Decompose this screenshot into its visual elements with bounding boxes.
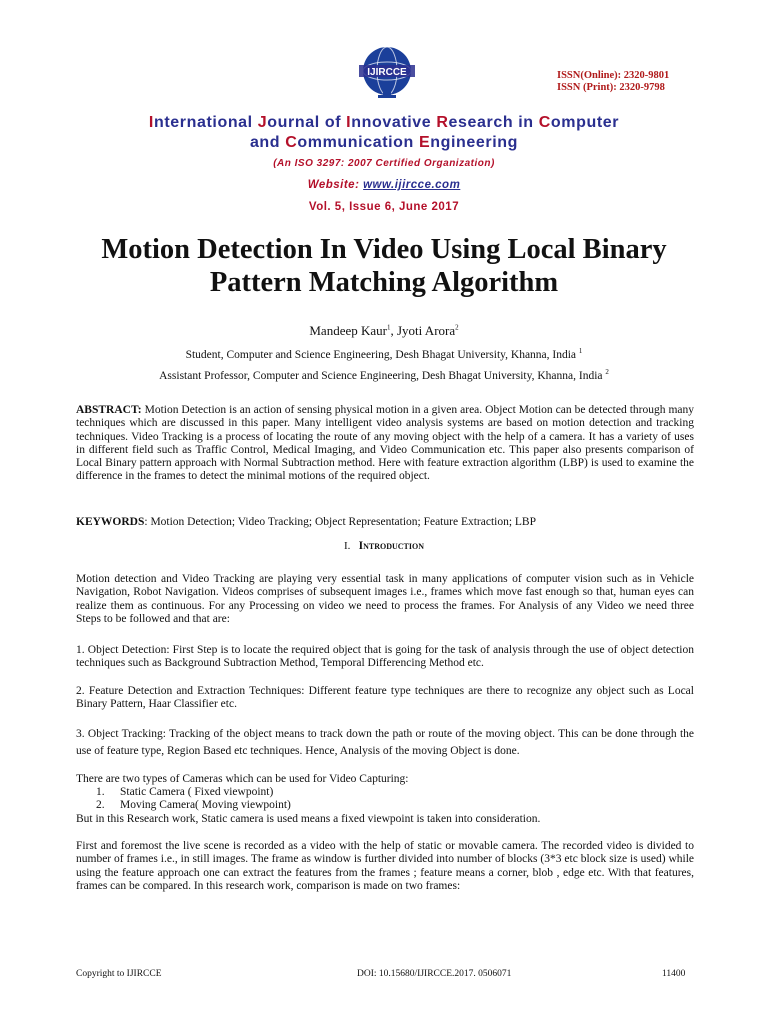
paragraph-object-tracking: 3. Object Tracking: Tracking of the object means to track down the path or route of the moving object. This can be done through the use of feature type, Region Based etc techniques. Hence, Analysis of the moving Object is done. [76,728,694,757]
issn-print: ISSN (Print): 2320-9798 [557,82,665,93]
paragraph-object-detection: 1. Object Detection: First Step is to locate the required object that is going for the task of analysis through the use of object detection techniques such as Background Subtraction Method, Temporal Differencing Method etc. [76,644,694,670]
website-link[interactable]: www.ijircce.com [363,179,461,191]
website-line [0,179,768,191]
section-heading-introduction: I. Introduction [343,540,425,552]
footer-page-number: 11400 [662,969,686,979]
volume-issue: Vol. 5, Issue 6, June 2017 [308,201,460,213]
camera-list [96,786,291,813]
logo-text: IJIRCCE [367,67,407,78]
keywords-label: KEYWORDS [76,516,145,528]
journal-name-line2: and Communication Engineering [249,134,519,151]
website-label: Website: [307,179,364,191]
authors: Mandeep Kaur$^1$, Jyoti Arora$^2$ [309,323,459,338]
footer-copyright: Copyright to IJIRCCE [76,969,162,979]
abstract-label: ABSTRACT: [76,404,142,416]
paragraph-intro: Motion detection and Video Tracking are playing very essential task in many applications of computer vision such as in Vehicle Navigation, Robot Navigation. Videos comprises of subsequent images i.e., frames which move fast enough so that, human eyes can realize them as continuous. For any Processing on video we need to process the frames. For Analysis of any Video we need three Steps to be followed and that are: [76,573,694,625]
paper-title: Motion Detection In Video Using Local Binary Pattern Matching Algorithm [101,234,667,298]
abstract: ABSTRACT: Motion Detection is an action of sensing physical motion in a given area. Object Motion can be detected through many techniques which are discussed in this paper. Many intelligent video analysis systems are based on motion detection and tracking techniques. Video Tracking is a process of locating the route of any moving object with the help of a camera. It has a variety of uses in different field such as Traffic Control, Medical Imaging, and Video Communication etc. This paper also presents comparison of Local Binary pattern approach with Normal Subtraction method. Here with feature extraction algorithm (LBP) is used to examine the difference in the frames to detect the minimal motions of the required object. [76,404,694,483]
journal-name-line1: International Journal of Innovative Research in Computer [148,114,620,131]
keywords: KEYWORDS: Motion Detection; Video Tracking; Object Representation; Feature Extraction; LBP [76,516,536,528]
issn-online: ISSN(Online): 2320-9801 [557,70,670,81]
iso-certification: (An ISO 3297: 2007 Certified Organization) [273,158,495,169]
list-item: 1. Static Camera ( Fixed viewpoint) [96,786,274,798]
affiliation-1: Student, Computer and Science Engineering, Desh Bhagat University, Khanna, India $^1$ [185,347,583,361]
issn-block [557,70,669,94]
journal-logo [345,44,429,102]
paragraph-camera-types: There are two types of Cameras which can be used for Video Capturing: [76,773,409,785]
paragraph-static-camera: But in this Research work, Static camera is used means a fixed viewpoint is taken into consideration. [76,813,541,825]
footer-doi: DOI: 10.15680/IJIRCCE.2017. 0506071 [357,969,512,979]
affiliation-2: Assistant Professor, Computer and Science Engineering, Desh Bhagat University, Khanna, India $^2$ [159,368,609,382]
paragraph-feature-detection: 2. Feature Detection and Extraction Techniques: Different feature type techniques are there to recognize any object such as Local Binary Pattern, Haar Classifier etc. [76,685,694,711]
paragraph-frames: First and foremost the live scene is recorded as a video with the help of static or movable camera. The recorded video is divided to number of frames i.e., in still images. The frame as window is further divided into number of blocks (3*3 etc block size is used) while using the feature approach one can extract the features from the frames ; feature means a corner, blob , edge etc. With that features, frames can be compared. In this research work, comparison is made on two frames: [76,840,694,892]
list-item: 2. Moving Camera( Moving viewpoint) [96,799,291,812]
